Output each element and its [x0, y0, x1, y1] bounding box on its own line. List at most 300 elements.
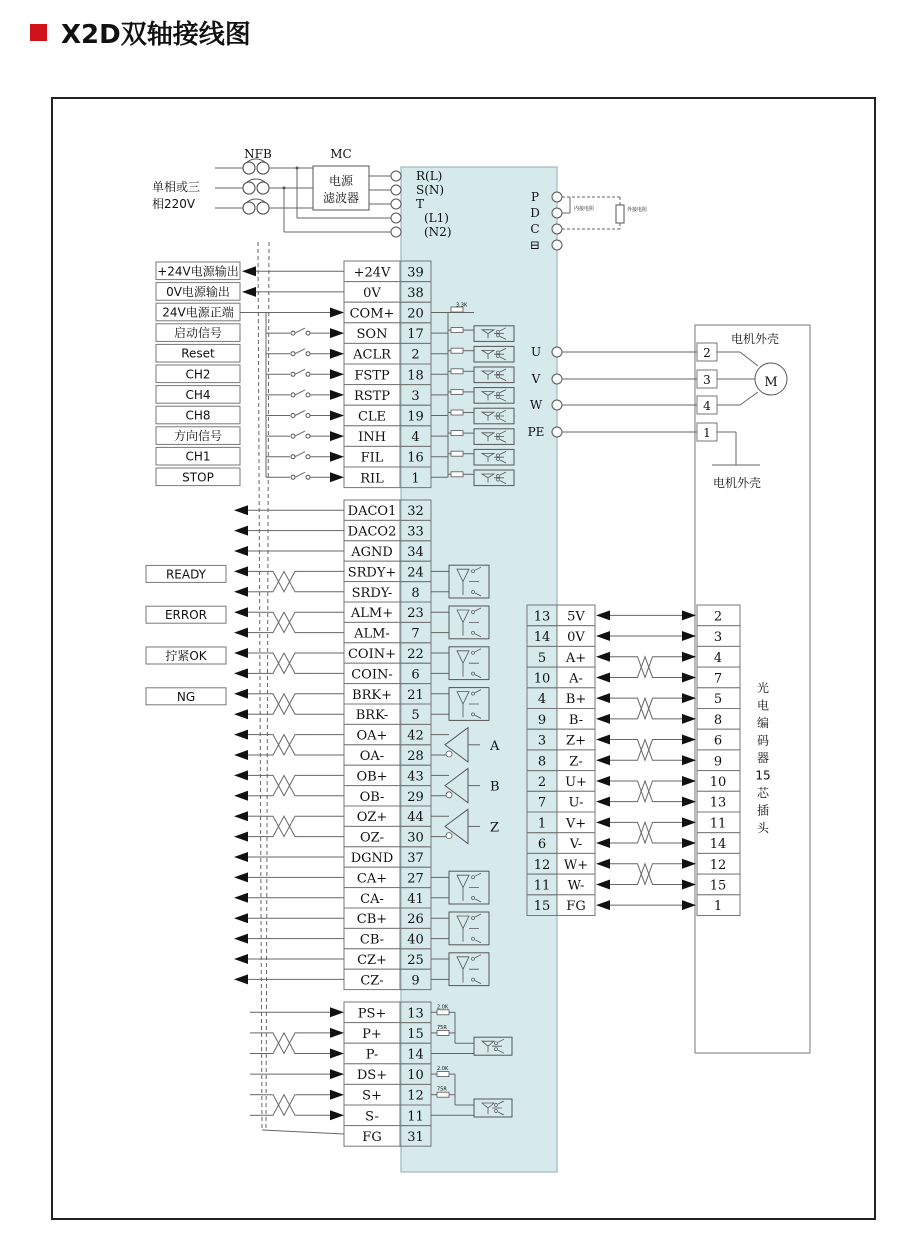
- switch-contact: [306, 434, 310, 438]
- resistor-icon: [437, 1010, 449, 1015]
- output-pin-number: 29: [407, 789, 424, 805]
- arrow-right-icon: [330, 390, 344, 400]
- output-pin-number: 24: [407, 565, 424, 581]
- switch-blade: [295, 452, 305, 457]
- arrow-left-icon: [234, 505, 248, 515]
- output-signal-label: READY: [165, 567, 207, 582]
- arrow-right-icon: [330, 411, 344, 421]
- arrow-right-icon: [682, 652, 696, 662]
- driver-inverter: [446, 751, 452, 757]
- arrow-left-icon: [596, 693, 610, 703]
- output-pin-name: BRK-: [355, 708, 389, 724]
- arrow-right-icon: [682, 776, 696, 786]
- encoder-plug-pin: 8: [713, 712, 723, 728]
- twisted-pair: [630, 740, 660, 761]
- encoder-pin-number: 3: [537, 733, 547, 749]
- arrow-left-icon: [234, 893, 248, 903]
- encoder-pin-number: 6: [537, 837, 547, 853]
- resistor-icon: [437, 1072, 449, 1077]
- input-signal-label: 0V电源输出: [166, 284, 230, 299]
- input-pin-name: FIL: [360, 450, 384, 466]
- encoder-pin-name: 0V: [567, 630, 585, 646]
- encoder-pin-number: 10: [533, 671, 551, 687]
- resistor-icon: [437, 1030, 449, 1035]
- encoder-pin-name: FG: [566, 899, 586, 915]
- output-pin-number: 27: [407, 871, 424, 887]
- encoder-pin-name: 5V: [567, 609, 585, 625]
- arrow-left-icon: [596, 672, 610, 682]
- output-pin-name: CB-: [359, 932, 385, 948]
- breaker-icon: [243, 162, 255, 174]
- input-pin-name: ACLR: [353, 347, 391, 363]
- driver-label: A: [490, 738, 500, 754]
- arrow-left-icon: [596, 735, 610, 745]
- output-pin-number: 26: [407, 912, 424, 928]
- output-pin-number: 42: [407, 728, 424, 744]
- twisted-pair: [262, 694, 306, 714]
- output-pin-name: COIN-: [351, 667, 393, 683]
- encoder-plug-label: 插: [756, 803, 770, 818]
- output-pin-number: 7: [411, 626, 420, 642]
- output-pin-name: OZ+: [356, 810, 388, 826]
- switch-contact: [306, 331, 310, 335]
- encoder-pin-number: 14: [533, 630, 551, 646]
- pulse-pin-name: DS+: [356, 1068, 388, 1084]
- input-pin-number: 16: [407, 450, 424, 466]
- output-pin-number: 23: [407, 606, 424, 622]
- output-pin-name: SRDY-: [351, 585, 393, 601]
- input-signal-label: CH4: [185, 387, 211, 402]
- breaker-icon: [243, 182, 255, 194]
- encoder-plug-pin: 6: [713, 733, 723, 749]
- twisted-pair: [630, 781, 660, 802]
- encoder-pin-number: 7: [537, 795, 547, 811]
- encoder-pin-number: 5: [537, 650, 547, 666]
- pulse-pin-name: P+: [362, 1026, 382, 1042]
- resistor-label: 75R: [437, 1024, 447, 1031]
- arrow-right-icon: [330, 328, 344, 338]
- arrow-left-icon: [242, 266, 256, 276]
- output-pin-number: 21: [407, 687, 424, 703]
- encoder-plug-pin: 2: [713, 609, 723, 625]
- arrow-left-icon: [596, 652, 610, 662]
- output-pin-name: CA-: [360, 891, 384, 907]
- pulse-pin-number: 15: [407, 1026, 424, 1042]
- input-pin-name: +24V: [353, 265, 391, 281]
- input-signal-label: 方向信号: [173, 429, 223, 444]
- arrow-left-icon: [234, 872, 248, 882]
- pulse-pin-number: 31: [407, 1129, 424, 1145]
- output-pin-name: CB+: [356, 912, 388, 928]
- switch-contact: [291, 475, 295, 479]
- twisted-pair: [630, 822, 660, 843]
- pulse-pin-number: 11: [407, 1109, 424, 1125]
- output-pin-name: OA+: [356, 728, 388, 744]
- switch-contact: [306, 455, 310, 459]
- output-pin-name: CZ+: [357, 953, 387, 968]
- internal-resistor-label: 内接电阻: [574, 206, 595, 212]
- twisted-pair: [262, 775, 306, 795]
- pulse-pin-number: 10: [407, 1068, 424, 1084]
- filter-label: 电源: [328, 174, 354, 188]
- encoder-plug-label: 15: [755, 768, 771, 783]
- encoder-plug-label: 器: [756, 751, 770, 765]
- resistor-icon: [451, 431, 463, 436]
- arrow-left-icon: [242, 287, 256, 297]
- output-pin-name: CZ-: [360, 973, 384, 989]
- power-terminal-label: R(L): [416, 169, 443, 183]
- twisted-pair: [262, 1033, 306, 1054]
- input-pin-number: 2: [411, 347, 420, 363]
- encoder-plug-label: 电: [756, 698, 770, 713]
- brake-terminal-label: ⊟: [529, 238, 541, 252]
- encoder-pin-number: 9: [537, 712, 547, 728]
- encoder-plug-pin: 4: [713, 650, 723, 666]
- input-signal-label: CH2: [185, 367, 211, 382]
- encoder-pin-name: W+: [563, 857, 589, 873]
- encoder-pin-number: 4: [537, 692, 547, 708]
- page-title: X2D双轴接线图: [61, 20, 251, 50]
- pulse-pin-name: P-: [365, 1047, 379, 1063]
- arrow-right-icon: [682, 755, 696, 765]
- output-pin-number: 30: [407, 830, 424, 846]
- switch-blade: [295, 369, 305, 374]
- resistor-icon: [451, 328, 463, 333]
- twisted-pair: [262, 694, 306, 714]
- input-pin-number: 1: [411, 471, 420, 487]
- output-pin-name: COIN+: [347, 647, 397, 662]
- arrow-left-icon: [234, 832, 248, 842]
- twisted-pair: [630, 864, 660, 885]
- pulse-pin-name: S-: [365, 1109, 379, 1125]
- encoder-pin-name: B-: [568, 712, 584, 728]
- terminal-icon: [552, 240, 562, 250]
- breaker-icon: [243, 202, 269, 214]
- junction-dot: [296, 167, 299, 170]
- terminal-icon: [552, 374, 562, 384]
- arrow-right-icon: [682, 610, 696, 620]
- switch-contact: [291, 393, 295, 397]
- input-pin-number: 20: [407, 306, 424, 322]
- input-pin-number: 17: [407, 327, 424, 343]
- arrow-right-icon: [682, 714, 696, 724]
- output-pin-name: OB+: [356, 769, 388, 785]
- arrow-left-icon: [596, 776, 610, 786]
- output-pin-number: 22: [407, 647, 424, 662]
- arrow-right-icon: [330, 1028, 344, 1038]
- output-pin-number: 5: [411, 708, 420, 724]
- encoder-plug-label: 头: [756, 821, 770, 835]
- switch-contact: [291, 331, 295, 335]
- motor-pin-number: 2: [703, 346, 711, 360]
- output-pin-number: 33: [407, 524, 424, 540]
- twisted-pair: [262, 653, 306, 673]
- twisted-pair: [262, 775, 306, 795]
- twisted-pair: [630, 822, 660, 843]
- terminal-icon: [552, 347, 562, 357]
- encoder-pin-number: 1: [537, 816, 547, 832]
- resistor-label: 2.0K: [437, 1066, 449, 1073]
- arrow-right-icon: [330, 1110, 344, 1120]
- switch-blade: [295, 411, 305, 416]
- twisted-pair: [630, 657, 660, 678]
- arrow-left-icon: [234, 974, 248, 984]
- resistor-icon: [451, 451, 463, 456]
- twisted-pair: [262, 816, 306, 836]
- motor-terminal-label: W: [529, 398, 543, 412]
- twisted-pair: [262, 571, 306, 591]
- switch-contact: [306, 414, 310, 418]
- arrow-right-icon: [682, 631, 696, 641]
- output-pin-number: 37: [407, 851, 424, 866]
- motor-symbol: M: [764, 375, 778, 390]
- encoder-pin-name: U-: [568, 795, 584, 811]
- encoder-pin-name: W-: [567, 878, 585, 894]
- output-pin-number: 43: [407, 769, 424, 785]
- driver-label: B: [490, 779, 500, 795]
- motor-terminal-label: PE: [527, 425, 545, 439]
- encoder-pin-name: B+: [565, 692, 587, 708]
- switch-contact: [306, 475, 310, 479]
- driver-inverter: [446, 833, 452, 839]
- terminal-icon: [391, 171, 401, 181]
- shield-line: [262, 1130, 344, 1134]
- output-pin-name: DGND: [350, 851, 394, 866]
- input-pin-name: CLE: [357, 409, 387, 425]
- twisted-pair: [262, 816, 306, 836]
- arrow-right-icon: [682, 735, 696, 745]
- arrow-right-icon: [330, 431, 344, 441]
- input-signal-label: 启动信号: [173, 326, 223, 341]
- switch-contact: [291, 434, 295, 438]
- arrow-right-icon: [682, 693, 696, 703]
- arrow-left-icon: [234, 791, 248, 801]
- pulse-pin-number: 14: [407, 1047, 424, 1063]
- output-pin-number: 41: [407, 891, 424, 907]
- arrow-right-icon: [330, 349, 344, 359]
- arrow-left-icon: [596, 714, 610, 724]
- encoder-plug-pin: 1: [713, 899, 723, 915]
- pulse-pin-name: FG: [362, 1129, 382, 1145]
- switch-contact: [291, 455, 295, 459]
- resistor-label: 2.0K: [437, 1004, 449, 1011]
- arrow-left-icon: [234, 730, 248, 740]
- arrow-left-icon: [234, 811, 248, 821]
- resistor-icon: [451, 472, 463, 477]
- arrow-left-icon: [234, 566, 248, 576]
- resistor-label: 75R: [437, 1086, 447, 1093]
- output-pin-number: 40: [407, 932, 424, 948]
- input-signal-label: 24V电源正端: [162, 305, 234, 320]
- encoder-pin-name: A+: [565, 650, 587, 666]
- output-pin-name: OB-: [359, 789, 385, 805]
- arrow-right-icon: [330, 369, 344, 379]
- arrow-left-icon: [596, 755, 610, 765]
- input-signal-label: +24V电源输出: [157, 264, 239, 279]
- input-signal-label: CH8: [185, 408, 211, 423]
- resistor-label: 3.3K: [456, 302, 468, 309]
- driver-label: Z: [490, 820, 500, 836]
- junction-dot: [283, 187, 286, 190]
- arrow-left-icon: [596, 797, 610, 807]
- input-pin-name: SON: [356, 327, 388, 343]
- switch-blade: [295, 349, 305, 354]
- encoder-pin-name: V+: [565, 816, 587, 832]
- output-pin-name: OA-: [359, 749, 385, 764]
- power-terminal-label: S(N): [416, 183, 445, 197]
- encoder-plug-pin: 15: [709, 878, 727, 894]
- encoder-plug-pin: 9: [713, 754, 723, 770]
- input-pin-number: 19: [407, 409, 424, 425]
- arrow-left-icon: [234, 770, 248, 780]
- encoder-plug-pin: 7: [713, 671, 723, 687]
- input-pin-number: 4: [411, 430, 420, 446]
- arrow-left-icon: [234, 852, 248, 862]
- pulse-pin-name: S+: [362, 1088, 382, 1104]
- encoder-plug-pin: 3: [713, 630, 723, 646]
- input-pin-name: INH: [358, 430, 386, 446]
- mc-label: MC: [330, 147, 352, 161]
- output-pin-name: BRK+: [352, 687, 392, 703]
- motor-pin-number: 1: [703, 426, 711, 440]
- switch-contact: [291, 372, 295, 376]
- input-pin-number: 38: [407, 285, 424, 301]
- output-pin-name: ALM+: [350, 606, 394, 622]
- resistor-icon: [451, 348, 463, 353]
- switch-blade: [295, 390, 305, 395]
- encoder-plug-pin: 5: [713, 692, 723, 708]
- arrow-right-icon: [330, 1069, 344, 1079]
- arrow-left-icon: [234, 934, 248, 944]
- power-terminal-label: T: [416, 197, 425, 211]
- switch-contact: [291, 414, 295, 418]
- motor-wire: [740, 352, 758, 366]
- breaker-icon: [257, 162, 269, 174]
- encoder-plug-label: 光: [756, 681, 770, 695]
- arrow-left-icon: [234, 628, 248, 638]
- breaker-icon: [257, 202, 269, 214]
- output-pin-number: 25: [407, 953, 424, 968]
- twisted-pair: [630, 698, 660, 719]
- arrow-right-icon: [682, 797, 696, 807]
- twisted-pair: [262, 571, 306, 591]
- output-pin-number: 44: [407, 810, 424, 826]
- arrow-right-icon: [330, 472, 344, 482]
- encoder-pin-number: 2: [537, 774, 547, 790]
- motor-pin-number: 3: [703, 373, 711, 387]
- input-pin-number: 18: [407, 368, 424, 384]
- terminal-icon: [391, 213, 401, 223]
- resistor-icon: [451, 389, 463, 394]
- twisted-pair: [630, 740, 660, 761]
- arrow-left-icon: [234, 750, 248, 760]
- shield-line: [258, 242, 262, 1130]
- twisted-pair: [262, 1095, 306, 1116]
- encoder-pin-name: Z+: [566, 733, 586, 749]
- arrow-left-icon: [596, 838, 610, 848]
- encoder-plug-label: 码: [756, 733, 770, 748]
- input-signal-label: CH1: [185, 449, 211, 464]
- brake-terminal-label: C: [530, 222, 540, 236]
- input-pin-number: 3: [411, 388, 420, 404]
- arrow-left-icon: [596, 631, 610, 641]
- terminal-icon: [391, 185, 401, 195]
- twisted-pair: [262, 735, 306, 755]
- supply-label: 相220V: [152, 197, 196, 211]
- driver-inverter: [446, 792, 452, 798]
- twisted-pair: [630, 698, 660, 719]
- arrow-left-icon: [234, 689, 248, 699]
- output-pin-number: 34: [407, 545, 424, 560]
- arrow-right-icon: [682, 879, 696, 889]
- terminal-icon: [391, 227, 401, 237]
- twisted-pair: [262, 653, 306, 673]
- encoder-pin-number: 11: [533, 878, 551, 894]
- output-pin-name: DACO1: [347, 504, 397, 520]
- encoder-pin-name: A-: [569, 671, 583, 687]
- switch-contact: [306, 393, 310, 397]
- power-terminal-label: (N2): [424, 225, 452, 239]
- resistor-icon: [451, 369, 463, 374]
- nfb-label: NFB: [244, 147, 272, 161]
- twisted-pair: [262, 612, 306, 632]
- breaker-icon: [243, 162, 269, 174]
- terminal-icon: [552, 224, 562, 234]
- motor-housing-label: 电机外壳: [712, 476, 762, 490]
- output-pin-number: 28: [407, 749, 424, 764]
- pulse-pin-number: 12: [407, 1088, 424, 1104]
- arrow-right-icon: [330, 1049, 344, 1059]
- pulse-pin-name: PS+: [357, 1006, 387, 1022]
- resistor-icon: [451, 410, 463, 415]
- output-signal-label: 拧紧OK: [165, 649, 207, 663]
- arrow-right-icon: [330, 1090, 344, 1100]
- arrow-left-icon: [234, 913, 248, 923]
- encoder-pin-name: Z-: [569, 754, 583, 770]
- switch-contact: [306, 352, 310, 356]
- external-resistor-label: 外接电阻: [627, 207, 648, 213]
- servo-driver-body: [401, 167, 557, 1172]
- motor-terminal-label: U: [530, 345, 542, 359]
- terminal-icon: [552, 208, 562, 218]
- motor-terminal-label: V: [531, 372, 541, 386]
- twisted-pair: [262, 735, 306, 755]
- arrow-left-icon: [234, 709, 248, 719]
- encoder-plug-pin: 10: [709, 774, 727, 790]
- arrow-left-icon: [596, 817, 610, 827]
- encoder-pin-name: U+: [565, 774, 587, 790]
- encoder-plug-label: 芯: [756, 786, 770, 800]
- input-pin-name: RIL: [360, 471, 384, 487]
- output-signal-label: NG: [176, 689, 196, 704]
- switch-blade: [295, 472, 305, 477]
- arrow-left-icon: [596, 900, 610, 910]
- arrow-left-icon: [596, 879, 610, 889]
- input-pin-name: COM+: [349, 306, 395, 322]
- input-pin-number: 39: [407, 265, 424, 281]
- twisted-pair: [262, 1095, 306, 1116]
- encoder-plug-pin: 12: [709, 857, 727, 873]
- arrow-left-icon: [234, 607, 248, 617]
- resistor-icon: [437, 1092, 449, 1097]
- switch-blade: [295, 431, 305, 436]
- arrow-right-icon: [682, 672, 696, 682]
- encoder-plug-pin: 13: [709, 795, 727, 811]
- output-signal-label: ERROR: [164, 608, 208, 623]
- motor-wire: [740, 392, 758, 405]
- output-pin-name: CA+: [356, 871, 388, 887]
- output-pin-name: AGND: [351, 545, 393, 560]
